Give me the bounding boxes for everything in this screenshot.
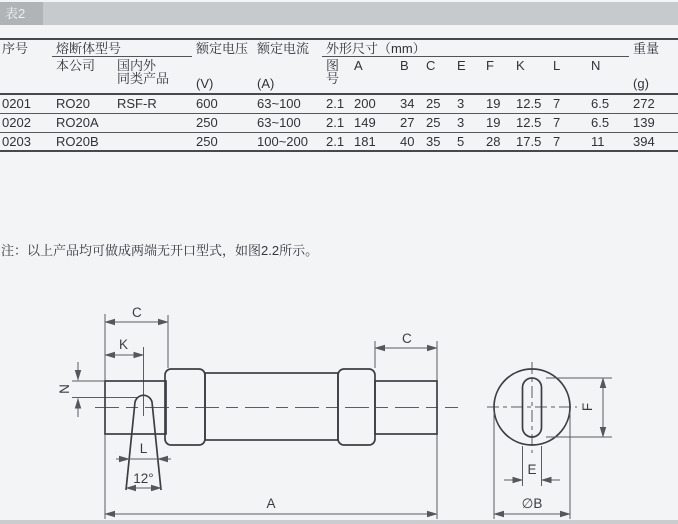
dim-label-b: ∅B — [521, 496, 543, 511]
voltage-unit: (V) — [196, 76, 214, 92]
col-header-dim-A: A — [354, 57, 363, 73]
col-header-current — [253, 39, 322, 94]
table-row — [0, 94, 678, 113]
col-header-model-group: 熔断体型号 — [52, 39, 192, 56]
table-cell: 250 — [196, 114, 218, 130]
bottom-border-bar — [0, 520, 678, 524]
dim-l — [116, 441, 171, 459]
col-header-dim-N: N — [591, 57, 601, 73]
table-cell: RSF-R — [117, 96, 157, 112]
fuse-end-view — [487, 362, 612, 519]
table-cell: 35 — [426, 133, 441, 149]
fuse-dimension-drawing — [0, 290, 678, 524]
dim-label-k: K — [119, 337, 129, 352]
table-cell: 2.1 — [326, 133, 345, 149]
col-header-dim-F: F — [486, 57, 494, 73]
fuse-side-view — [57, 305, 458, 519]
table-cell: 100~200 — [257, 133, 308, 149]
table-number-badge: 表2 — [0, 2, 43, 25]
table-cell: 0202 — [2, 114, 31, 130]
table-cell: 5 — [457, 133, 465, 149]
table-cell: 7 — [553, 133, 561, 149]
col-header-dim-B: B — [400, 57, 409, 73]
col-header-voltage — [192, 39, 253, 94]
section-header-bar — [0, 2, 678, 25]
voltage-label: 额定电压 — [196, 41, 249, 56]
dim-n — [57, 362, 78, 417]
table-cell: 2.1 — [326, 114, 345, 130]
table-cell: 0203 — [2, 133, 31, 149]
table-cell — [113, 132, 192, 151]
table-cell: 28 — [486, 133, 501, 149]
table-cell: 11 — [591, 133, 605, 149]
table-cell: 0201 — [2, 96, 31, 112]
table-cell: 600 — [196, 96, 218, 112]
table-cell: 7 — [553, 114, 561, 130]
table-cell: 6.5 — [591, 114, 610, 130]
col-header-dim-C: C — [426, 57, 436, 73]
col-header-dim-K: K — [516, 57, 525, 73]
table-cell: 181 — [354, 133, 376, 149]
dim-label-l: L — [139, 441, 148, 456]
dim-label-e: E — [527, 462, 537, 477]
col-header-similar-products — [113, 56, 192, 94]
col-header-dim-L: L — [553, 57, 561, 73]
col-header-figure-no — [322, 56, 350, 94]
dim-c-right — [375, 331, 437, 348]
col-header-dimensions-group: 外形尺寸（mm） — [322, 39, 629, 56]
table-cell: 250 — [196, 133, 218, 149]
dim-label-c-right: C — [402, 331, 412, 346]
dim-label-n: N — [57, 384, 72, 394]
table-row — [0, 132, 678, 151]
col-header-company: 本公司 — [56, 57, 96, 73]
current-label: 额定电流 — [257, 41, 310, 56]
table-cell: 34 — [400, 96, 415, 112]
table-cell: 7 — [553, 96, 561, 112]
table-cell: 40 — [400, 133, 415, 149]
fuse-spec-table — [0, 38, 678, 152]
table-cell — [113, 113, 192, 132]
footnote: 注：以上产品均可做成两端无开口型式，如图2.2所示。 — [1, 243, 319, 258]
table-row — [0, 113, 678, 132]
dim-f — [546, 378, 612, 437]
table-cell: 2.1 — [326, 96, 345, 112]
fig-line2: 号 — [326, 71, 340, 87]
table-cell: 17.5 — [516, 133, 542, 149]
dim-label-c-left: C — [132, 305, 142, 320]
weight-label: 重量 — [633, 41, 660, 56]
col-header-serial: 序号 — [2, 41, 29, 56]
col-header-dim-E: E — [457, 57, 466, 73]
table-cell: RO20B — [56, 133, 99, 149]
similar-line2: 同类产品 — [117, 71, 170, 87]
dim-label-angle: 12° — [133, 471, 154, 486]
table-cell: RO20A — [56, 114, 99, 130]
table-cell: RO20 — [56, 96, 90, 112]
table-cell: 27 — [400, 114, 415, 130]
table-cell: 25 — [426, 96, 441, 112]
dim-c-left — [105, 305, 168, 322]
dim-label-f: F — [580, 402, 595, 412]
table-cell: 12.5 — [516, 114, 542, 130]
fig-line1: 图 — [326, 57, 340, 73]
dim-a — [105, 496, 437, 514]
table-cell: 139 — [633, 114, 655, 130]
dim-k — [105, 337, 144, 355]
table-cell: 200 — [354, 96, 376, 112]
similar-line1: 国内外 — [117, 57, 157, 73]
table-cell: 19 — [486, 96, 501, 112]
table-cell: 25 — [426, 114, 441, 130]
table-cell: 19 — [486, 114, 501, 130]
weight-unit: (g) — [633, 76, 649, 92]
table-cell: 272 — [633, 96, 655, 112]
table-cell: 63~100 — [257, 114, 301, 130]
table-cell: 3 — [457, 96, 465, 112]
dim-angle — [126, 471, 161, 488]
table-cell: 3 — [457, 114, 465, 130]
table-cell: 12.5 — [516, 96, 542, 112]
dim-label-a: A — [266, 496, 276, 511]
table-cell: 394 — [633, 133, 655, 149]
col-header-weight — [629, 39, 678, 94]
current-unit: (A) — [257, 76, 275, 92]
table-cell: 6.5 — [591, 96, 610, 112]
table-cell: 149 — [354, 114, 376, 130]
table-cell: 63~100 — [257, 96, 301, 112]
